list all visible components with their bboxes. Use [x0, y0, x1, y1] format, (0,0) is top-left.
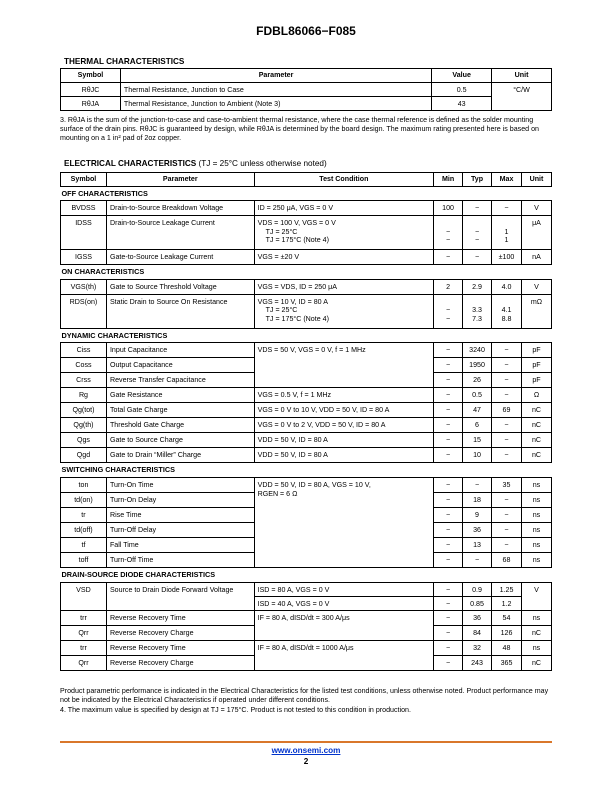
unit-cell: nC — [521, 433, 551, 448]
parameter-cell: Drain-to-Source Leakage Current — [106, 216, 254, 250]
symbol-cell: Qg(tot) — [61, 403, 107, 418]
test-cell — [254, 216, 434, 250]
section-row — [61, 567, 552, 582]
parameter-cell: Reverse Transfer Capacitance — [106, 373, 254, 388]
parameter-cell: Reverse Recovery Time — [106, 610, 254, 625]
parameter-cell: Fall Time — [106, 537, 254, 552]
col-unit: Unit — [521, 173, 551, 187]
typ-cell: 36 — [463, 610, 492, 625]
test-cell: IF = 80 A, dISD/dt = 1000 A/μs — [254, 640, 434, 670]
col-test-condition: Test Condition — [254, 173, 434, 187]
min-cell: − — [434, 492, 463, 507]
symbol-cell: trr — [61, 610, 107, 625]
parameter-cell: Gate to Drain “Miller” Charge — [106, 448, 254, 463]
unit-cell: pF — [521, 373, 551, 388]
table-row — [61, 433, 552, 448]
typ-cell: 10 — [463, 448, 492, 463]
max-cell: − — [492, 507, 522, 522]
unit-cell: ns — [521, 492, 551, 507]
electrical-heading — [64, 159, 327, 168]
max-cell: − — [492, 388, 522, 403]
parameter-cell: Gate Resistance — [106, 388, 254, 403]
max-cell: − — [492, 537, 522, 552]
on-heading: ON CHARACTERISTICS — [61, 265, 552, 280]
typ-cell: − — [463, 201, 492, 216]
min-cell: − — [434, 343, 463, 358]
min-cell: − — [434, 403, 463, 418]
parameter-cell: Input Capacitance — [106, 343, 254, 358]
typ-cell: 1950 — [463, 358, 492, 373]
unit-cell: pF — [521, 343, 551, 358]
unit-cell: ns — [521, 610, 551, 625]
value-line: − — [474, 236, 480, 245]
typ-cell: 0.85 — [463, 596, 492, 610]
symbol-cell: td(on) — [61, 492, 107, 507]
max-cell: 1.25 — [492, 582, 522, 596]
parameter-cell: Rise Time — [106, 507, 254, 522]
test-cell: VDD = 50 V, ID = 80 A — [254, 433, 434, 448]
symbol-cell: tr — [61, 507, 107, 522]
unit-cell: μA — [521, 216, 551, 250]
max-cell: − — [492, 448, 522, 463]
parameter-cell: Turn-Off Delay — [106, 522, 254, 537]
max-cell: − — [492, 418, 522, 433]
table-row — [61, 343, 552, 358]
value-line: 1 — [504, 227, 509, 236]
note-3: 3. RθJA is the sum of the junction-to-case and case-to-ambient thermal resistance, where the case thermal reference is defined as the solder mounting surface of the drain pins. RθJC is guaranteed by design, while RθJA is determined by the board design. The maximum rating presented here is based on mounting on a 1 in² pad of 2oz copper. — [60, 116, 539, 142]
thermal-heading: THERMAL CHARACTERISTICS — [64, 57, 185, 66]
unit-cell: ns — [521, 507, 551, 522]
min-cell: − — [434, 373, 463, 388]
test-cell: ISD = 80 A, VGS = 0 V — [254, 582, 434, 596]
footer-divider — [60, 741, 552, 743]
test-cell: VGS = VDS, ID = 250 μA — [254, 279, 434, 294]
min-cell: − — [434, 552, 463, 567]
test-line: TJ = 175°C (Note 4) — [265, 236, 329, 245]
test-line: VGS = 10 V, ID = 80 A — [257, 297, 328, 306]
max-cell: − — [492, 433, 522, 448]
max-cell: − — [492, 201, 522, 216]
symbol-cell: IGSS — [61, 250, 107, 265]
test-line: RGEN = 6 Ω — [257, 489, 298, 498]
symbol-cell: td(off) — [61, 522, 107, 537]
test-line: TJ = 175°C (Note 4) — [265, 314, 329, 323]
table-row — [61, 610, 552, 625]
min-cell: − — [434, 640, 463, 655]
unit-cell: V — [521, 201, 551, 216]
min-cell: − — [434, 522, 463, 537]
unit-cell: pF — [521, 358, 551, 373]
parameter-cell: Reverse Recovery Time — [106, 640, 254, 655]
test-cell — [254, 477, 434, 567]
parameter-cell: Static Drain to Source On Resistance — [106, 294, 254, 328]
table-row — [61, 82, 552, 96]
typ-cell — [463, 216, 492, 250]
typ-cell: 3240 — [463, 343, 492, 358]
min-cell: − — [434, 477, 463, 492]
unit-cell: nC — [521, 403, 551, 418]
test-line: VDS = 100 V, VGS = 0 V — [257, 219, 336, 228]
col-symbol: Symbol — [61, 69, 121, 83]
table-row — [61, 418, 552, 433]
thermal-table — [60, 68, 552, 111]
max-cell — [492, 294, 522, 328]
symbol-cell: Rg — [61, 388, 107, 403]
parameter-cell: Gate-to-Source Leakage Current — [106, 250, 254, 265]
value-line: 4.1 — [501, 306, 512, 315]
col-symbol: Symbol — [61, 173, 107, 187]
typ-cell: − — [463, 552, 492, 567]
section-row — [61, 265, 552, 280]
note-4: 4. The maximum value is specified by design at TJ = 175°C. Product is not tested to this condition in production. — [60, 706, 411, 714]
max-cell — [492, 216, 522, 250]
value-line: − — [445, 314, 451, 323]
value-line: 3.3 — [472, 306, 482, 315]
diode-heading: DRAIN-SOURCE DIODE CHARACTERISTICS — [61, 567, 552, 582]
symbol-cell: Qgd — [61, 448, 107, 463]
unit-cell: mΩ — [521, 294, 551, 328]
symbol-cell: VSD — [61, 582, 107, 610]
table-row — [61, 477, 552, 492]
max-cell: 126 — [492, 625, 522, 640]
typ-cell: 18 — [463, 492, 492, 507]
symbol-cell: RθJC — [61, 82, 121, 96]
unit-cell: nC — [521, 418, 551, 433]
parameter-cell: Thermal Resistance, Junction to Case — [120, 82, 431, 96]
max-cell: 69 — [492, 403, 522, 418]
unit-cell: ns — [521, 640, 551, 655]
parameter-cell: Reverse Recovery Charge — [106, 625, 254, 640]
symbol-cell: IDSS — [61, 216, 107, 250]
switching-heading: SWITCHING CHARACTERISTICS — [61, 463, 552, 478]
typ-cell — [463, 294, 492, 328]
parameter-cell: Turn-On Delay — [106, 492, 254, 507]
min-cell: − — [434, 250, 463, 265]
table-row — [61, 640, 552, 655]
symbol-cell: trr — [61, 640, 107, 655]
test-cell: VDS = 50 V, VGS = 0 V, f = 1 MHz — [254, 343, 434, 388]
col-value: Value — [432, 69, 492, 83]
parameter-cell: Turn-Off Time — [106, 552, 254, 567]
test-cell: VGS = 0.5 V, f = 1 MHz — [254, 388, 434, 403]
min-cell: − — [434, 582, 463, 596]
unit-cell: ns — [521, 477, 551, 492]
unit-cell: °C/W — [492, 82, 552, 110]
parameter-cell: Turn-On Time — [106, 477, 254, 492]
value-line: − — [445, 306, 451, 315]
table-row — [61, 388, 552, 403]
symbol-cell: Qrr — [61, 625, 107, 640]
symbol-cell: VGS(th) — [61, 279, 107, 294]
typ-cell: 36 — [463, 522, 492, 537]
table-header-row — [61, 69, 552, 83]
value-line: 7.3 — [472, 314, 482, 323]
parameter-cell: Total Gate Charge — [106, 403, 254, 418]
typ-cell: 84 — [463, 625, 492, 640]
test-cell: VGS = ±20 V — [254, 250, 434, 265]
typ-cell: − — [463, 477, 492, 492]
symbol-cell: BVDSS — [61, 201, 107, 216]
electrical-heading-condition: (TJ = 25°C unless otherwise noted) — [198, 159, 327, 168]
test-cell: ISD = 40 A, VGS = 0 V — [254, 596, 434, 610]
test-cell: VDD = 50 V, ID = 80 A — [254, 448, 434, 463]
parameter-cell: Gate to Source Charge — [106, 433, 254, 448]
col-min: Min — [434, 173, 463, 187]
symbol-cell: Qg(th) — [61, 418, 107, 433]
col-typ: Typ — [463, 173, 492, 187]
section-row — [61, 328, 552, 343]
min-cell: − — [434, 418, 463, 433]
parameter-cell: Reverse Recovery Charge — [106, 655, 254, 670]
parameter-cell: Threshold Gate Charge — [106, 418, 254, 433]
off-heading: OFF CHARACTERISTICS — [61, 186, 552, 201]
value-line: − — [445, 236, 451, 245]
table-row — [61, 294, 552, 328]
symbol-cell: Coss — [61, 358, 107, 373]
table-header-row — [61, 173, 552, 187]
unit-cell: Ω — [521, 388, 551, 403]
max-cell: 4.0 — [492, 279, 522, 294]
symbol-cell: Ciss — [61, 343, 107, 358]
test-cell: VGS = 0 V to 10 V, VDD = 50 V, ID = 80 A — [254, 403, 434, 418]
test-line: VDD = 50 V, ID = 80 A, VGS = 10 V, — [257, 480, 371, 489]
test-cell: ID = 250 μA, VGS = 0 V — [254, 201, 434, 216]
min-cell: − — [434, 507, 463, 522]
symbol-cell: Qrr — [61, 655, 107, 670]
symbol-cell: ton — [61, 477, 107, 492]
unit-cell: nC — [521, 448, 551, 463]
table-row — [61, 216, 552, 250]
electrical-heading-text: ELECTRICAL CHARACTERISTICS — [64, 159, 197, 168]
max-cell: ±100 — [492, 250, 522, 265]
min-cell: − — [434, 448, 463, 463]
max-cell: 48 — [492, 640, 522, 655]
test-cell: IF = 80 A, dISD/dt = 300 A/μs — [254, 610, 434, 640]
typ-cell: 32 — [463, 640, 492, 655]
max-cell: 68 — [492, 552, 522, 567]
unit-cell: V — [521, 582, 551, 610]
unit-cell: ns — [521, 552, 551, 567]
symbol-cell: RθJA — [61, 96, 121, 110]
typ-cell: 47 — [463, 403, 492, 418]
typ-cell: 9 — [463, 507, 492, 522]
performance-note: Product parametric performance is indicated in the Electrical Characteristics for the listed test conditions, unless otherwise noted. Product performance may not be indicated by the Electrical Characteristics if operated under different conditions. — [60, 687, 549, 704]
table-row — [61, 279, 552, 294]
unit-cell: ns — [521, 522, 551, 537]
max-cell: − — [492, 343, 522, 358]
symbol-cell: Qgs — [61, 433, 107, 448]
parameter-cell: Source to Drain Diode Forward Voltage — [106, 582, 254, 610]
section-row — [61, 186, 552, 201]
min-cell: − — [434, 388, 463, 403]
min-cell — [434, 294, 463, 328]
max-cell: 1.2 — [492, 596, 522, 610]
table-row — [61, 250, 552, 265]
typ-cell: 15 — [463, 433, 492, 448]
symbol-cell: RDS(on) — [61, 294, 107, 328]
max-cell: 35 — [492, 477, 522, 492]
symbol-cell: tf — [61, 537, 107, 552]
parameter-cell: Thermal Resistance, Junction to Ambient (Note 3) — [120, 96, 431, 110]
electrical-table — [60, 172, 552, 671]
unit-cell: V — [521, 279, 551, 294]
test-cell — [254, 294, 434, 328]
test-cell: VGS = 0 V to 2 V, VDD = 50 V, ID = 80 A — [254, 418, 434, 433]
min-cell: − — [434, 433, 463, 448]
typ-cell: − — [463, 250, 492, 265]
unit-cell: nA — [521, 250, 551, 265]
value-line: − — [445, 227, 451, 236]
page-title: FDBL86066−F085 — [256, 24, 356, 38]
col-unit: Unit — [492, 69, 552, 83]
page-number: 2 — [303, 757, 309, 766]
min-cell: − — [434, 655, 463, 670]
typ-cell: 0.5 — [463, 388, 492, 403]
typ-cell: 13 — [463, 537, 492, 552]
max-cell: − — [492, 522, 522, 537]
max-cell: − — [492, 373, 522, 388]
max-cell: 365 — [492, 655, 522, 670]
min-cell: − — [434, 625, 463, 640]
max-cell: − — [492, 492, 522, 507]
website-link[interactable]: www.onsemi.com — [271, 746, 341, 755]
max-cell: 54 — [492, 610, 522, 625]
typ-cell: 243 — [463, 655, 492, 670]
min-cell: − — [434, 596, 463, 610]
test-line: TJ = 25°C — [265, 227, 298, 236]
value-line: − — [474, 227, 480, 236]
value-line: 8.8 — [501, 314, 512, 323]
parameter-cell: Output Capacitance — [106, 358, 254, 373]
col-max: Max — [492, 173, 522, 187]
min-cell: 2 — [434, 279, 463, 294]
section-row — [61, 463, 552, 478]
table-row — [61, 96, 552, 110]
min-cell: 100 — [434, 201, 463, 216]
unit-cell: ns — [521, 537, 551, 552]
min-cell — [434, 216, 463, 250]
min-cell: − — [434, 537, 463, 552]
symbol-cell: Crss — [61, 373, 107, 388]
typ-cell: 2.9 — [463, 279, 492, 294]
value-line: 1 — [504, 236, 509, 245]
col-parameter: Parameter — [106, 173, 254, 187]
col-parameter: Parameter — [120, 69, 431, 83]
parameter-cell: Drain-to-Source Breakdown Voltage — [106, 201, 254, 216]
table-row — [61, 201, 552, 216]
value-cell: 43 — [432, 96, 492, 110]
unit-cell: nC — [521, 625, 551, 640]
typ-cell: 0.9 — [463, 582, 492, 596]
unit-cell: nC — [521, 655, 551, 670]
min-cell: − — [434, 610, 463, 625]
test-line: TJ = 25°C — [265, 306, 298, 315]
value-cell: 0.5 — [432, 82, 492, 96]
dynamic-heading: DYNAMIC CHARACTERISTICS — [61, 328, 552, 343]
max-cell: − — [492, 358, 522, 373]
min-cell: − — [434, 358, 463, 373]
typ-cell: 26 — [463, 373, 492, 388]
parameter-cell: Gate to Source Threshold Voltage — [106, 279, 254, 294]
table-row — [61, 582, 552, 596]
symbol-cell: toff — [61, 552, 107, 567]
table-row — [61, 403, 552, 418]
typ-cell: 6 — [463, 418, 492, 433]
table-row — [61, 448, 552, 463]
